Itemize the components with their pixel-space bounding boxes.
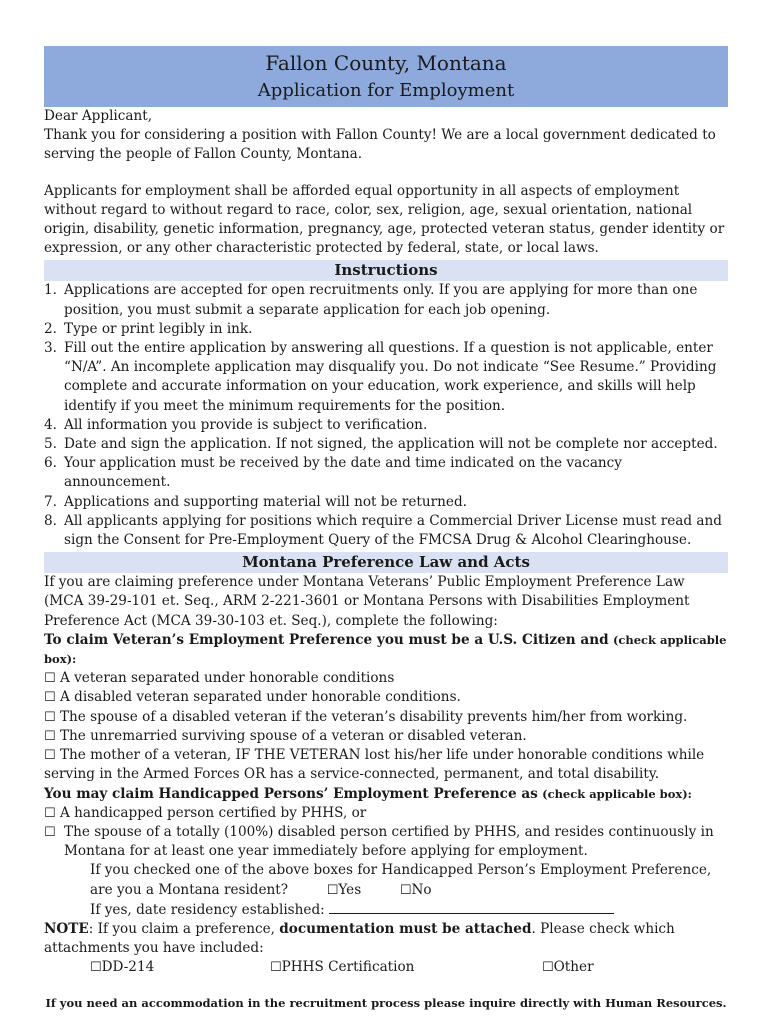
page-subtitle: Application for Employment [257, 80, 515, 101]
instructions-list [44, 281, 728, 550]
instruction-item: 1. Applications are accepted for open recruitments only. If you are applying for more than one position, you must submit a separate application for each job opening. [44, 282, 698, 318]
veteran-option[interactable]: ☐ A veteran separated under honorable conditions [44, 670, 395, 687]
instruction-item: 5. Date and sign the application. If not signed, the application will not be complete nor accepted. [44, 436, 718, 453]
attachment-other[interactable]: ☐Other [542, 959, 594, 976]
instruction-item: 4. All information you provide is subject to verification. [44, 416, 428, 433]
residency-date-field[interactable] [329, 900, 614, 914]
handicap-option[interactable]: ☐ A handicapped person certified by PHHS, or [44, 804, 367, 821]
preference-heading: Montana Preference Law and Acts [44, 552, 728, 573]
instruction-item: 3. Fill out the entire application by answering all questions. If a question is not applicable, enter “N/A”. An incomplete application may disqualify you. Do not indicate “See Resume.” Providing complete and accurate information on your education, work experience, and skills will help identify if you meet the minimum requirements for the position. [44, 340, 717, 414]
checkbox-no[interactable]: ☐ [399, 882, 412, 898]
yes-option[interactable]: ☐Yes [326, 881, 362, 898]
resident-question: If you checked one of the above boxes for Handicapped Person’s Employment Preference, are you a Montana resident? ☐Yes ☐No [90, 862, 712, 898]
checkbox[interactable]: ☐ [44, 709, 56, 725]
note-paragraph: NOTE: If you claim a preference, documentation must be attached. Please check which attachments you have included: [44, 920, 675, 957]
page-title: Fallon County, Montana [265, 51, 507, 75]
checkbox[interactable]: ☐ [90, 960, 102, 976]
title-banner [44, 46, 728, 107]
checkbox[interactable]: ☐ [44, 671, 56, 687]
handicap-heading: You may claim Handicapped Persons’ Employment Preference as (check applicable box): [44, 785, 692, 802]
residency-date-line: If yes, date residency established: [44, 900, 728, 920]
checkbox[interactable]: ☐ [542, 960, 554, 976]
checkbox-yes[interactable]: ☐ [326, 882, 339, 898]
preference-intro: If you are claiming preference under Montana Veterans’ Public Employment Preference Law (MCA 39-29-101 et. Seq., ARM 2-221-3601 or Montana Persons with Disabilities Employment Preference Act (MCA 39-30-103 et. Seq.), complete the following: [44, 574, 690, 629]
application-page [44, 46, 728, 1010]
thanks-paragraph: Thank you for considering a position with Fallon County! We are a local government dedicated to serving the people of Fallon County, Montana. [44, 127, 716, 163]
instruction-item: 8. All applicants applying for positions which require a Commercial Driver License must read and sign the Consent for Pre-Employment Query of the FMCSA Drug & Alcohol Clearinghouse. [44, 512, 722, 549]
equal-opportunity-paragraph: Applicants for employment shall be afforded equal opportunity in all aspects of employment without regard to without regard to race, color, sex, religion, age, sexual orientation, national origin, disability, genetic information, pregnancy, age, protected veteran status, gender identity or expression, or any other characteristic protected by federal, state, or local laws. [44, 182, 725, 257]
veteran-option[interactable]: ☐ A disabled veteran separated under honorable conditions. [44, 689, 461, 706]
greeting: Dear Applicant, [44, 108, 153, 124]
instruction-item: 6. Your application must be received by the date and time indicated on the vacancy announcement. [44, 455, 622, 491]
veteran-heading: To claim Veteran’s Employment Preference you must be a U.S. Citizen and (check applicable box): [44, 631, 727, 667]
instruction-item: 2. Type or print legibly in ink. [44, 320, 253, 337]
accommodation-note: If you need an accommodation in the recruitment process please inquire directly with Human Resources. [45, 995, 727, 1010]
attachment-dd214[interactable]: ☐DD-214 [90, 959, 155, 976]
veteran-option[interactable]: ☐ The unremarried surviving spouse of a veteran or disabled veteran. [44, 727, 527, 744]
attachment-phhs[interactable]: ☐PHHS Certification [270, 959, 415, 976]
instruction-item: 7. Applications and supporting material will not be returned. [44, 493, 467, 510]
no-option[interactable]: ☐No [399, 881, 432, 898]
attachments-row [44, 958, 728, 977]
checkbox[interactable]: ☐ [44, 690, 56, 706]
checkbox[interactable]: ☐ [44, 805, 56, 821]
veteran-option[interactable]: ☐ The spouse of a disabled veteran if the veteran’s disability prevents him/her from working. [44, 708, 688, 725]
checkbox[interactable]: ☐ [44, 824, 56, 840]
checkbox[interactable]: ☐ [44, 748, 56, 764]
checkbox[interactable]: ☐ [270, 960, 282, 976]
handicap-option[interactable]: ☐ The spouse of a totally (100%) disabled person certified by PHHS, and resides continuously in Montana for at least one year immediately before applying for employment. [44, 823, 714, 860]
instructions-heading: Instructions [44, 260, 728, 281]
veteran-option[interactable]: ☐ The mother of a veteran, IF THE VETERAN lost his/her life under honorable conditions while serving in the Armed Forces OR has a service-connected, permanent, and total disability. [44, 747, 705, 783]
checkbox[interactable]: ☐ [44, 728, 56, 744]
